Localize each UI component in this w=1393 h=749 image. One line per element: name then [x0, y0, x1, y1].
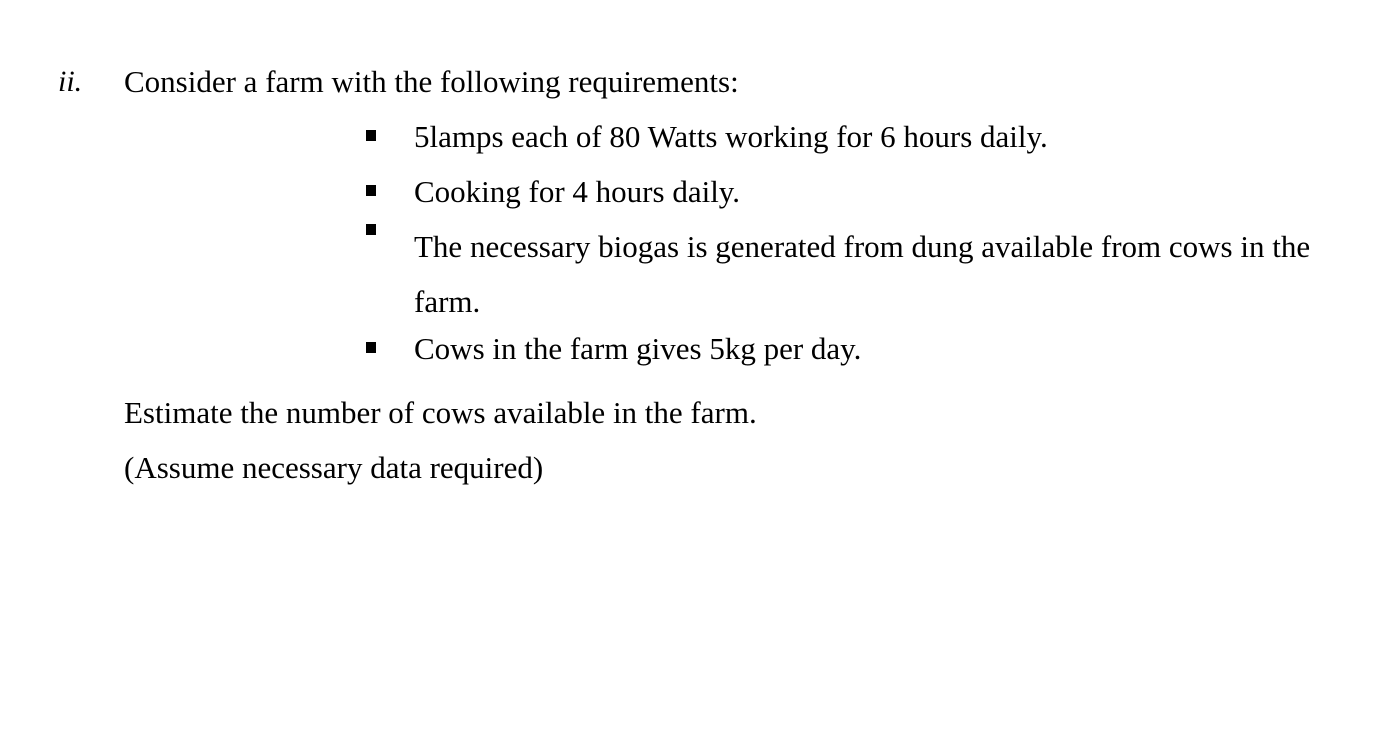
- list-item-text: Cows in the farm gives 5kg per day.: [414, 331, 862, 366]
- question-number: ii.: [58, 65, 83, 98]
- list-item-text: The necessary biogas is generated from dung available from cows in the farm.: [414, 229, 1311, 319]
- question-intro: Consider a farm with the following requirements:: [124, 64, 739, 99]
- requirements-list: [366, 117, 1356, 369]
- list-item: [366, 329, 1356, 369]
- square-bullet-icon: [366, 185, 376, 196]
- square-bullet-icon: [366, 224, 376, 235]
- list-item: [366, 117, 1356, 157]
- task-statement: Estimate the number of cows available in the farm.: [124, 395, 757, 430]
- list-item: [366, 219, 1356, 329]
- square-bullet-icon: [366, 342, 376, 353]
- square-bullet-icon: [366, 130, 376, 141]
- list-item: [366, 172, 1356, 212]
- assumption-note: (Assume necessary data required): [124, 450, 544, 485]
- list-item-text: 5lamps each of 80 Watts working for 6 hours daily.: [414, 119, 1048, 154]
- list-item-text: Cooking for 4 hours daily.: [414, 174, 741, 209]
